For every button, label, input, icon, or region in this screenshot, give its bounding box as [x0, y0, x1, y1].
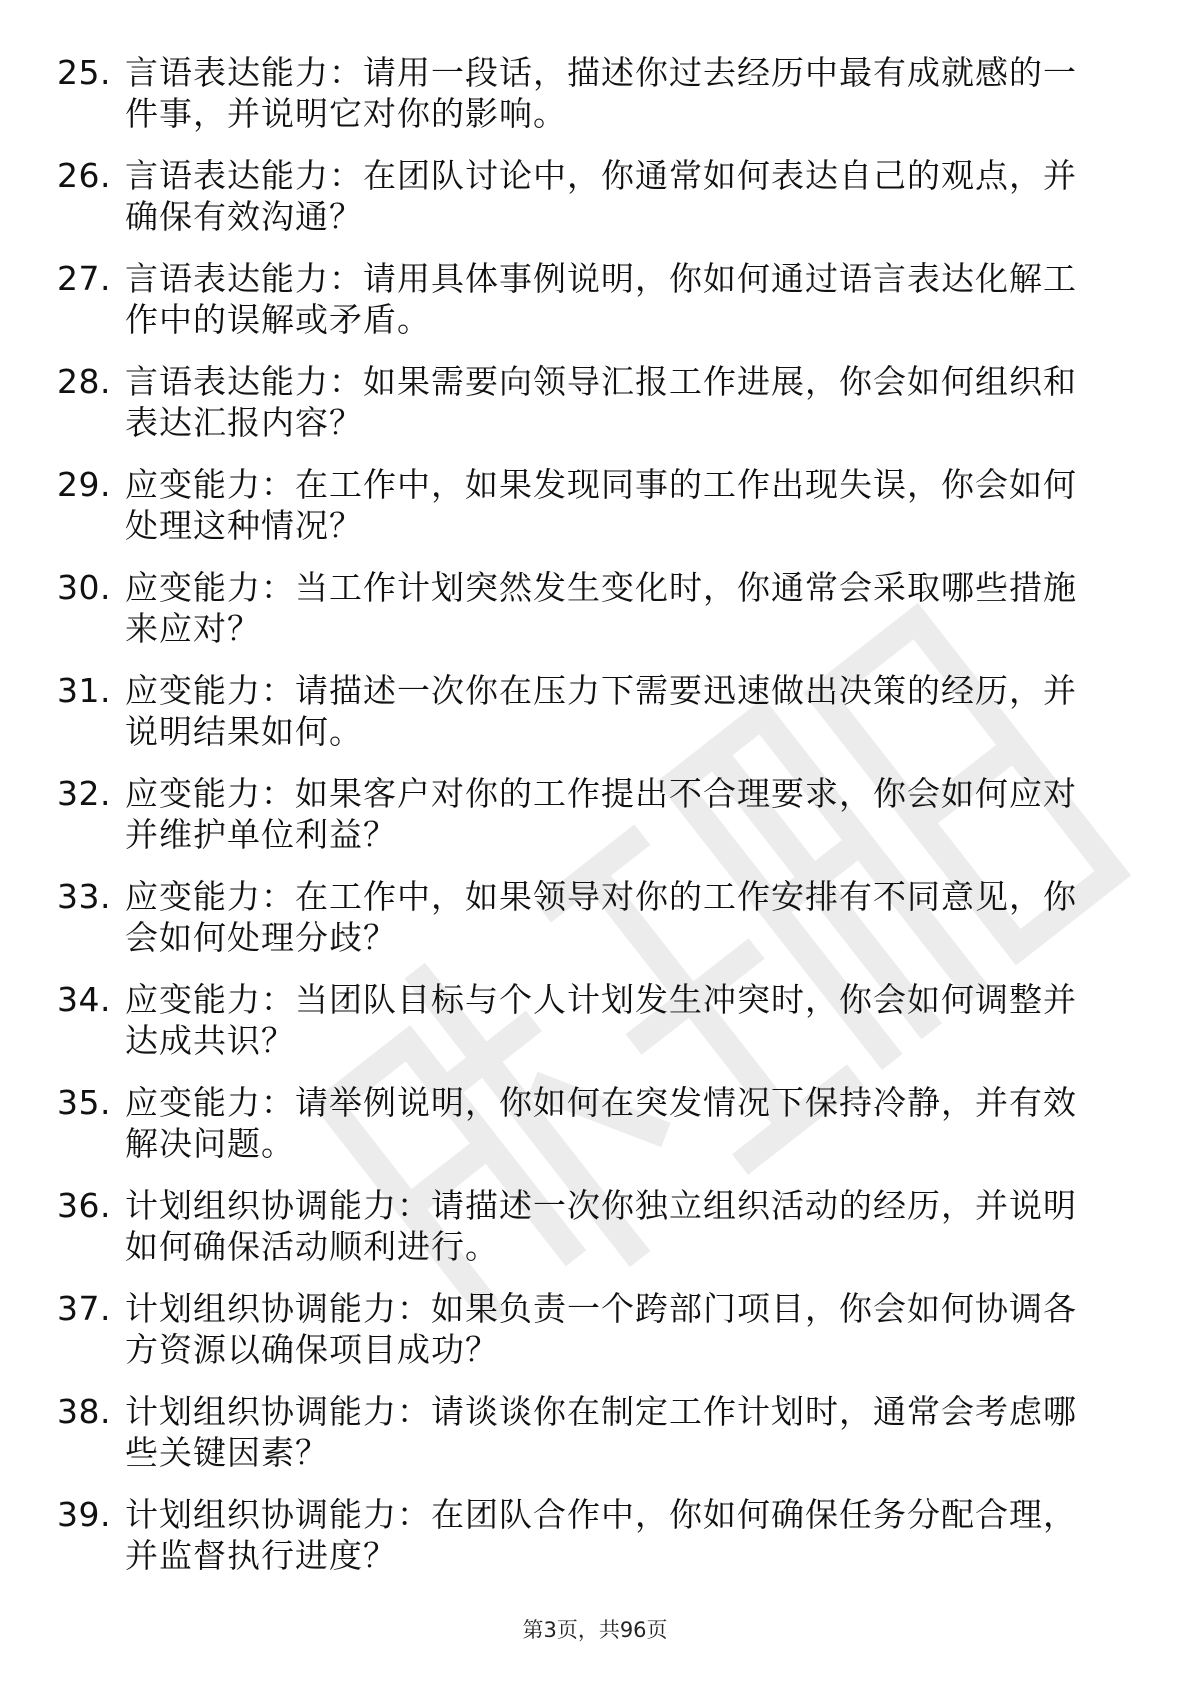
question-text [125, 52, 1117, 134]
question-item [57, 670, 1117, 773]
question-number: 32. [57, 774, 111, 813]
question-text [125, 361, 1117, 443]
question-number: 39. [57, 1495, 111, 1534]
question-text-line: 件事，并说明它对你的影响。 [125, 94, 567, 133]
question-text-line: 计划组织协调能力：如果负责一个跨部门项目，你会如何协调各 [125, 1289, 1077, 1328]
question-text-line: 应变能力：在工作中，如果领导对你的工作安排有不同意见，你 [125, 877, 1077, 916]
question-text-line: 并监督执行进度？ [125, 1536, 397, 1575]
question-item [57, 1082, 1117, 1185]
question-text-line: 解决问题。 [125, 1124, 295, 1163]
question-text [125, 876, 1117, 958]
question-list [57, 52, 1117, 1597]
question-text-line: 应变能力：当团队目标与个人计划发生冲突时，你会如何调整并 [125, 980, 1077, 1019]
question-text-line: 计划组织协调能力：请谈谈你在制定工作计划时，通常会考虑哪 [125, 1392, 1077, 1431]
question-text-line: 应变能力：请描述一次你在压力下需要迅速做出决策的经历，并 [125, 671, 1077, 710]
question-text [125, 979, 1117, 1061]
question-item [57, 155, 1117, 258]
question-number: 26. [57, 156, 111, 195]
question-text-line: 说明结果如何。 [125, 712, 363, 751]
question-item [57, 1288, 1117, 1391]
question-text-line: 达成共识？ [125, 1021, 295, 1060]
question-text-line: 处理这种情况？ [125, 506, 363, 545]
question-text-line: 确保有效沟通？ [125, 197, 363, 236]
question-text-line: 应变能力：请举例说明，你如何在突发情况下保持冷静，并有效 [125, 1083, 1077, 1122]
question-text-line: 言语表达能力：请用一段话，描述你过去经历中最有成就感的一 [125, 53, 1077, 92]
question-number: 37. [57, 1289, 111, 1328]
question-text-line: 并维护单位利益？ [125, 815, 397, 854]
question-number: 33. [57, 877, 111, 916]
question-text [125, 258, 1117, 340]
question-text-line: 些关键因素？ [125, 1433, 329, 1472]
question-number: 34. [57, 980, 111, 1019]
question-text-line: 来应对？ [125, 609, 261, 648]
question-item [57, 567, 1117, 670]
page-footer: 第3页，共96页 [522, 1618, 668, 1642]
question-item [57, 979, 1117, 1082]
question-text-line: 应变能力：当工作计划突然发生变化时，你通常会采取哪些措施 [125, 568, 1077, 607]
question-text-line: 应变能力：如果客户对你的工作提出不合理要求，你会如何应对 [125, 774, 1077, 813]
question-text-line: 计划组织协调能力：请描述一次你独立组织活动的经历，并说明 [125, 1186, 1077, 1225]
question-item [57, 464, 1117, 567]
question-number: 36. [57, 1186, 111, 1225]
question-text-line: 计划组织协调能力：在团队合作中，你如何确保任务分配合理， [125, 1495, 1077, 1534]
question-item [57, 52, 1117, 155]
question-item [57, 258, 1117, 361]
question-text-line: 会如何处理分歧？ [125, 918, 397, 957]
question-text [125, 464, 1117, 546]
question-item [57, 361, 1117, 464]
question-number: 35. [57, 1083, 111, 1122]
question-item [57, 1185, 1117, 1288]
question-text [125, 1494, 1117, 1576]
question-number: 30. [57, 568, 111, 607]
question-text-line: 作中的误解或矛盾。 [125, 300, 431, 339]
question-text-line: 如何确保活动顺利进行。 [125, 1227, 499, 1266]
question-text [125, 567, 1117, 649]
question-number: 25. [57, 53, 111, 92]
question-text-line: 言语表达能力：如果需要向领导汇报工作进展，你会如何组织和 [125, 362, 1077, 401]
question-item [57, 1494, 1117, 1597]
question-item [57, 1391, 1117, 1494]
question-text [125, 1288, 1117, 1370]
question-number: 28. [57, 362, 111, 401]
question-text-line: 应变能力：在工作中，如果发现同事的工作出现失误，你会如何 [125, 465, 1077, 504]
question-text-line: 表达汇报内容？ [125, 403, 363, 442]
question-number: 27. [57, 259, 111, 298]
question-number: 31. [57, 671, 111, 710]
question-text [125, 1391, 1117, 1473]
question-text [125, 1082, 1117, 1164]
question-text [125, 670, 1117, 752]
question-text-line: 言语表达能力：在团队讨论中，你通常如何表达自己的观点，并 [125, 156, 1077, 195]
question-text [125, 773, 1117, 855]
question-text-line: 言语表达能力：请用具体事例说明，你如何通过语言表达化解工 [125, 259, 1077, 298]
question-item [57, 773, 1117, 876]
question-text [125, 155, 1117, 237]
question-number: 38. [57, 1392, 111, 1431]
question-item [57, 876, 1117, 979]
question-number: 29. [57, 465, 111, 504]
question-text-line: 方资源以确保项目成功？ [125, 1330, 499, 1369]
question-text [125, 1185, 1117, 1267]
